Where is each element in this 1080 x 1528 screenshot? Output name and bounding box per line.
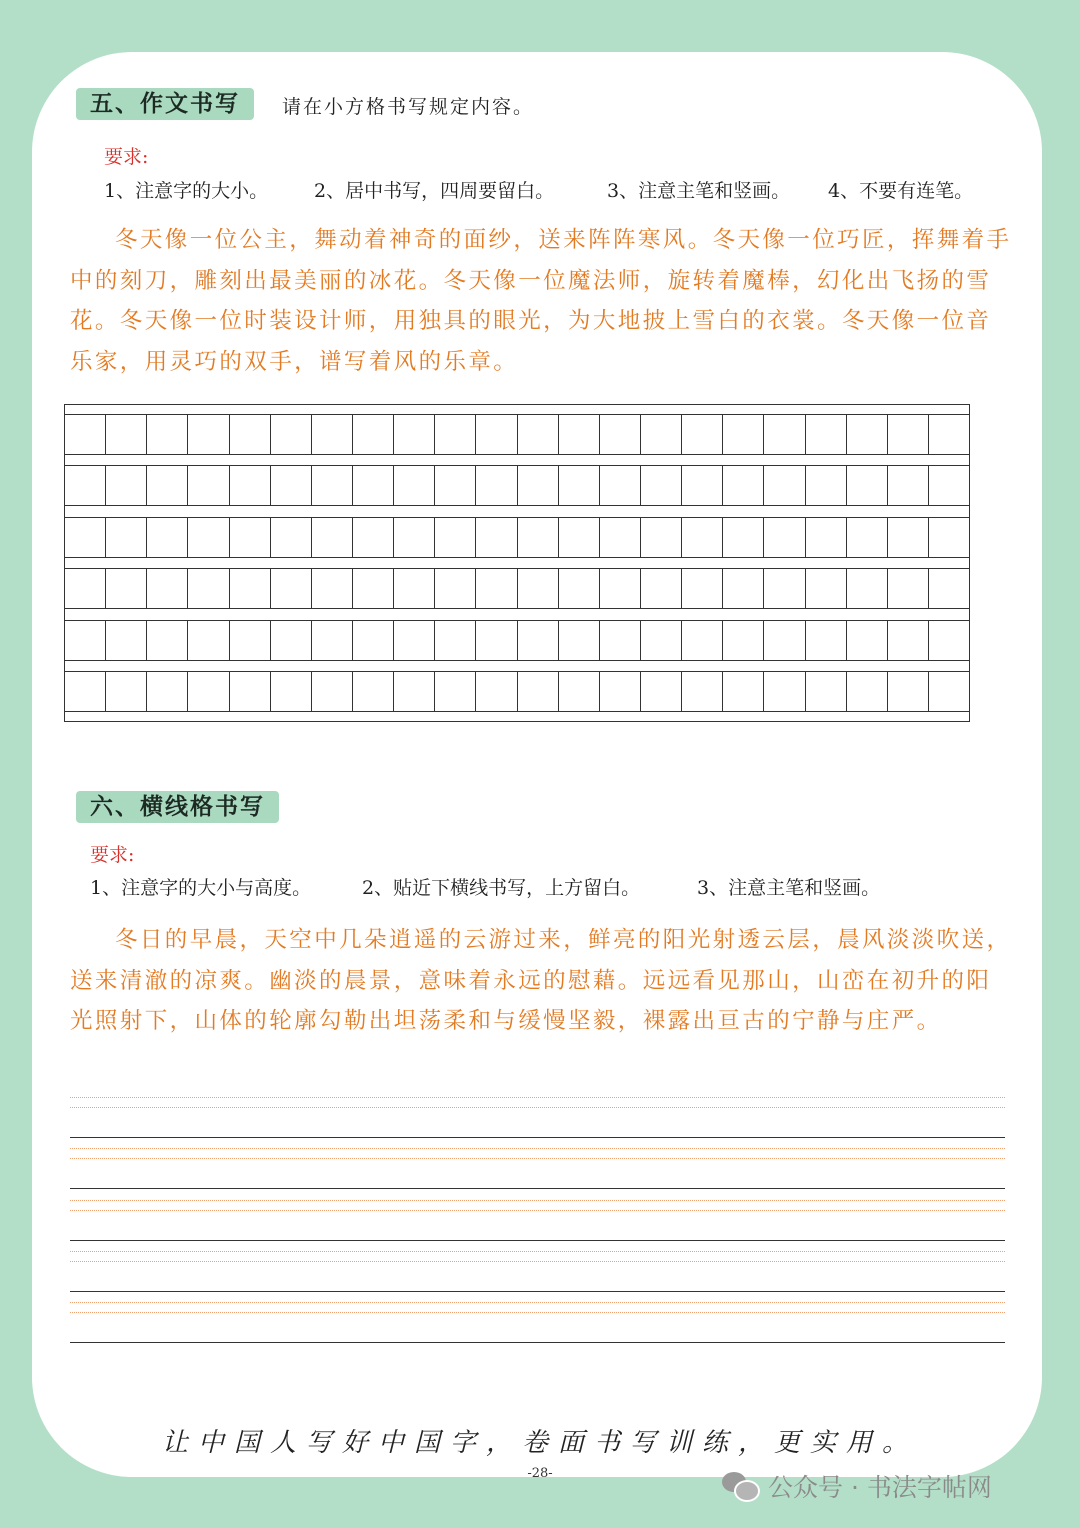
grid-cell[interactable] bbox=[394, 621, 435, 660]
grid-cell[interactable] bbox=[230, 621, 271, 660]
grid-cell[interactable] bbox=[230, 569, 271, 608]
grid-cell[interactable] bbox=[600, 569, 641, 608]
grid-cell[interactable] bbox=[600, 415, 641, 454]
guide-dotted-line bbox=[70, 1312, 1005, 1313]
grid-cell[interactable] bbox=[847, 415, 888, 454]
guide-dotted-line bbox=[70, 1107, 1005, 1108]
grid-cell[interactable] bbox=[600, 466, 641, 505]
grid-cell[interactable] bbox=[147, 415, 188, 454]
grid-cell[interactable] bbox=[600, 518, 641, 557]
grid-cell[interactable] bbox=[353, 415, 394, 454]
grid-cell[interactable] bbox=[394, 415, 435, 454]
grid-cell[interactable] bbox=[312, 569, 353, 608]
grid-cell[interactable] bbox=[147, 569, 188, 608]
grid-cell[interactable] bbox=[188, 621, 229, 660]
grid-cell[interactable] bbox=[271, 621, 312, 660]
grid-cell[interactable] bbox=[600, 672, 641, 711]
requirement-item: 4、不要有连笔。 bbox=[828, 180, 974, 202]
grid-cell[interactable] bbox=[230, 466, 271, 505]
grid-cell[interactable] bbox=[435, 569, 476, 608]
grid-cell[interactable] bbox=[888, 569, 929, 608]
grid-cell[interactable] bbox=[476, 621, 517, 660]
grid-cell[interactable] bbox=[641, 621, 682, 660]
grid-cell[interactable] bbox=[106, 621, 147, 660]
grid-cell[interactable] bbox=[188, 466, 229, 505]
grid-cell[interactable] bbox=[723, 415, 764, 454]
grid-cell[interactable] bbox=[188, 415, 229, 454]
grid-cell[interactable] bbox=[847, 569, 888, 608]
grid-cell[interactable] bbox=[476, 415, 517, 454]
grid-cell[interactable] bbox=[929, 672, 969, 711]
grid-cell[interactable] bbox=[271, 569, 312, 608]
grid-cell[interactable] bbox=[435, 415, 476, 454]
grid-cell[interactable] bbox=[806, 415, 847, 454]
grid-cell[interactable] bbox=[641, 466, 682, 505]
grid-cell[interactable] bbox=[847, 518, 888, 557]
wechat-icon bbox=[722, 1470, 760, 1502]
grid-cell[interactable] bbox=[106, 672, 147, 711]
section-six-passage: 冬日的早晨，天空中几朵逍遥的云游过来，鲜亮的阳光射透云层，晨风淡淡吹送，送来清澈的凉爽。幽淡的晨景，意味着永远的慰藉。远远看见那山，山峦在初升的阳光照射下，山体的轮廓勾勒出坦荡柔和与缓慢坚毅，裸露出亘古的宁静与庄严。 bbox=[70, 927, 1012, 1034]
grid-cell[interactable] bbox=[723, 518, 764, 557]
requirement-item: 3、注意主笔和竖画。 bbox=[697, 877, 881, 899]
grid-cell[interactable] bbox=[559, 518, 600, 557]
grid-cell[interactable] bbox=[518, 621, 559, 660]
grid-cell[interactable] bbox=[394, 466, 435, 505]
grid-cell[interactable] bbox=[188, 518, 229, 557]
grid-cell[interactable] bbox=[806, 672, 847, 711]
grid-cell[interactable] bbox=[230, 415, 271, 454]
grid-cell[interactable] bbox=[764, 569, 805, 608]
grid-cell[interactable] bbox=[353, 621, 394, 660]
grid-cell[interactable] bbox=[312, 415, 353, 454]
grid-cell[interactable] bbox=[435, 621, 476, 660]
grid-cell[interactable] bbox=[929, 621, 969, 660]
square-writing-grid[interactable] bbox=[64, 404, 970, 722]
footer-slogan: 让中国人写好中国字，卷面书写训练，更实用。 bbox=[161, 1428, 918, 1458]
grid-cell[interactable] bbox=[806, 621, 847, 660]
grid-cell[interactable] bbox=[106, 518, 147, 557]
grid-cell[interactable] bbox=[147, 621, 188, 660]
grid-cell[interactable] bbox=[764, 621, 805, 660]
grid-cell[interactable] bbox=[394, 518, 435, 557]
grid-cell[interactable] bbox=[65, 569, 106, 608]
guide-dotted-line bbox=[70, 1302, 1005, 1303]
grid-cell[interactable] bbox=[230, 672, 271, 711]
grid-cell[interactable] bbox=[559, 621, 600, 660]
grid-cell[interactable] bbox=[65, 518, 106, 557]
grid-cell[interactable] bbox=[682, 415, 723, 454]
writing-baseline[interactable] bbox=[70, 1137, 1005, 1138]
grid-cell[interactable] bbox=[353, 518, 394, 557]
section-six-title: 六、横线格书写 bbox=[76, 791, 279, 823]
grid-cell[interactable] bbox=[929, 569, 969, 608]
grid-cell[interactable] bbox=[806, 466, 847, 505]
section-five-requirements-label: 要求: bbox=[104, 146, 149, 168]
requirement-item: 2、贴近下横线书写，上方留白。 bbox=[362, 877, 641, 899]
grid-cell[interactable] bbox=[476, 466, 517, 505]
grid-cell[interactable] bbox=[147, 466, 188, 505]
grid-cell[interactable] bbox=[888, 415, 929, 454]
requirement-item: 3、注意主笔和竖画。 bbox=[607, 180, 791, 202]
grid-cell[interactable] bbox=[65, 466, 106, 505]
grid-cell[interactable] bbox=[147, 518, 188, 557]
grid-cell[interactable] bbox=[559, 415, 600, 454]
grid-cell[interactable] bbox=[312, 518, 353, 557]
requirement-item: 1、注意字的大小。 bbox=[104, 180, 269, 202]
writing-baseline[interactable] bbox=[70, 1291, 1005, 1292]
grid-cell[interactable] bbox=[435, 466, 476, 505]
grid-cell[interactable] bbox=[230, 518, 271, 557]
guide-dotted-line bbox=[70, 1200, 1005, 1201]
section-five-instruction: 请在小方格书写规定内容。 bbox=[282, 96, 535, 118]
grid-cell[interactable] bbox=[847, 466, 888, 505]
grid-cell[interactable] bbox=[65, 672, 106, 711]
grid-cell[interactable] bbox=[682, 672, 723, 711]
grid-cell[interactable] bbox=[764, 415, 805, 454]
grid-cell[interactable] bbox=[641, 672, 682, 711]
grid-cell[interactable] bbox=[723, 621, 764, 660]
grid-cell[interactable] bbox=[682, 466, 723, 505]
grid-cell[interactable] bbox=[888, 466, 929, 505]
writing-baseline[interactable] bbox=[70, 1342, 1005, 1343]
grid-row[interactable] bbox=[65, 671, 969, 712]
grid-cell[interactable] bbox=[188, 672, 229, 711]
grid-cell[interactable] bbox=[312, 672, 353, 711]
grid-cell[interactable] bbox=[888, 518, 929, 557]
grid-cell[interactable] bbox=[476, 569, 517, 608]
grid-cell[interactable] bbox=[929, 518, 969, 557]
grid-cell[interactable] bbox=[147, 672, 188, 711]
grid-row[interactable] bbox=[65, 517, 969, 558]
watermark-text: 公众号 · 书法字帖网 bbox=[768, 1473, 992, 1502]
grid-cell[interactable] bbox=[929, 415, 969, 454]
grid-cell[interactable] bbox=[518, 518, 559, 557]
grid-cell[interactable] bbox=[641, 518, 682, 557]
grid-cell[interactable] bbox=[764, 672, 805, 711]
grid-row[interactable] bbox=[65, 620, 969, 661]
guide-dotted-line bbox=[70, 1097, 1005, 1098]
grid-row[interactable] bbox=[65, 465, 969, 506]
section-six-requirements-label: 要求: bbox=[90, 844, 135, 866]
section-five-title: 五、作文书写 bbox=[76, 88, 254, 120]
grid-cell[interactable] bbox=[271, 466, 312, 505]
grid-cell[interactable] bbox=[764, 518, 805, 557]
grid-cell[interactable] bbox=[394, 672, 435, 711]
page-number: -28- bbox=[527, 1466, 553, 1481]
grid-row[interactable] bbox=[65, 414, 969, 455]
guide-dotted-line bbox=[70, 1148, 1005, 1149]
grid-cell[interactable] bbox=[353, 466, 394, 505]
grid-cell[interactable] bbox=[518, 466, 559, 505]
section-five-passage: 冬天像一位公主，舞动着神奇的面纱，送来阵阵寒风。冬天像一位巧匠，挥舞着手中的刻刀，雕刻出最美丽的冰花。冬天像一位魔法师，旋转着魔棒，幻化出飞扬的雪花。冬天像一位时装设计师，用独具的眼光，为大地披上雪白的衣裳。冬天像一位音乐家，用灵巧的双手，谱写着风的乐章。 bbox=[70, 227, 1012, 375]
grid-cell[interactable] bbox=[641, 569, 682, 608]
writing-baseline[interactable] bbox=[70, 1188, 1005, 1189]
grid-cell[interactable] bbox=[312, 466, 353, 505]
guide-dotted-line bbox=[70, 1251, 1005, 1252]
requirement-item: 2、居中书写，四周要留白。 bbox=[314, 180, 555, 202]
grid-cell[interactable] bbox=[559, 569, 600, 608]
guide-dotted-line bbox=[70, 1210, 1005, 1211]
grid-cell[interactable] bbox=[518, 569, 559, 608]
grid-cell[interactable] bbox=[65, 621, 106, 660]
grid-cell[interactable] bbox=[682, 518, 723, 557]
guide-dotted-line bbox=[70, 1158, 1005, 1159]
grid-cell[interactable] bbox=[806, 569, 847, 608]
grid-cell[interactable] bbox=[518, 415, 559, 454]
grid-cell[interactable] bbox=[106, 569, 147, 608]
grid-cell[interactable] bbox=[435, 518, 476, 557]
grid-row[interactable] bbox=[65, 568, 969, 609]
grid-cell[interactable] bbox=[312, 621, 353, 660]
watermark bbox=[722, 1466, 992, 1506]
grid-cell[interactable] bbox=[271, 415, 312, 454]
grid-cell[interactable] bbox=[600, 621, 641, 660]
grid-cell[interactable] bbox=[65, 415, 106, 454]
grid-cell[interactable] bbox=[106, 415, 147, 454]
grid-cell[interactable] bbox=[476, 518, 517, 557]
grid-cell[interactable] bbox=[641, 415, 682, 454]
grid-cell[interactable] bbox=[723, 569, 764, 608]
grid-cell[interactable] bbox=[888, 621, 929, 660]
grid-cell[interactable] bbox=[723, 466, 764, 505]
grid-cell[interactable] bbox=[682, 621, 723, 660]
grid-cell[interactable] bbox=[394, 569, 435, 608]
grid-cell[interactable] bbox=[271, 518, 312, 557]
guide-dotted-line bbox=[70, 1261, 1005, 1262]
grid-cell[interactable] bbox=[106, 466, 147, 505]
grid-cell[interactable] bbox=[559, 466, 600, 505]
grid-cell[interactable] bbox=[847, 672, 888, 711]
grid-cell[interactable] bbox=[518, 672, 559, 711]
requirement-item: 1、注意字的大小与高度。 bbox=[90, 877, 312, 899]
grid-cell[interactable] bbox=[435, 672, 476, 711]
grid-cell[interactable] bbox=[929, 466, 969, 505]
grid-cell[interactable] bbox=[847, 621, 888, 660]
grid-cell[interactable] bbox=[806, 518, 847, 557]
grid-cell[interactable] bbox=[476, 672, 517, 711]
grid-cell[interactable] bbox=[188, 569, 229, 608]
grid-cell[interactable] bbox=[764, 466, 805, 505]
grid-cell[interactable] bbox=[353, 569, 394, 608]
grid-cell[interactable] bbox=[271, 672, 312, 711]
grid-cell[interactable] bbox=[682, 569, 723, 608]
writing-baseline[interactable] bbox=[70, 1240, 1005, 1241]
grid-cell[interactable] bbox=[353, 672, 394, 711]
grid-cell[interactable] bbox=[888, 672, 929, 711]
grid-cell[interactable] bbox=[723, 672, 764, 711]
grid-cell[interactable] bbox=[559, 672, 600, 711]
